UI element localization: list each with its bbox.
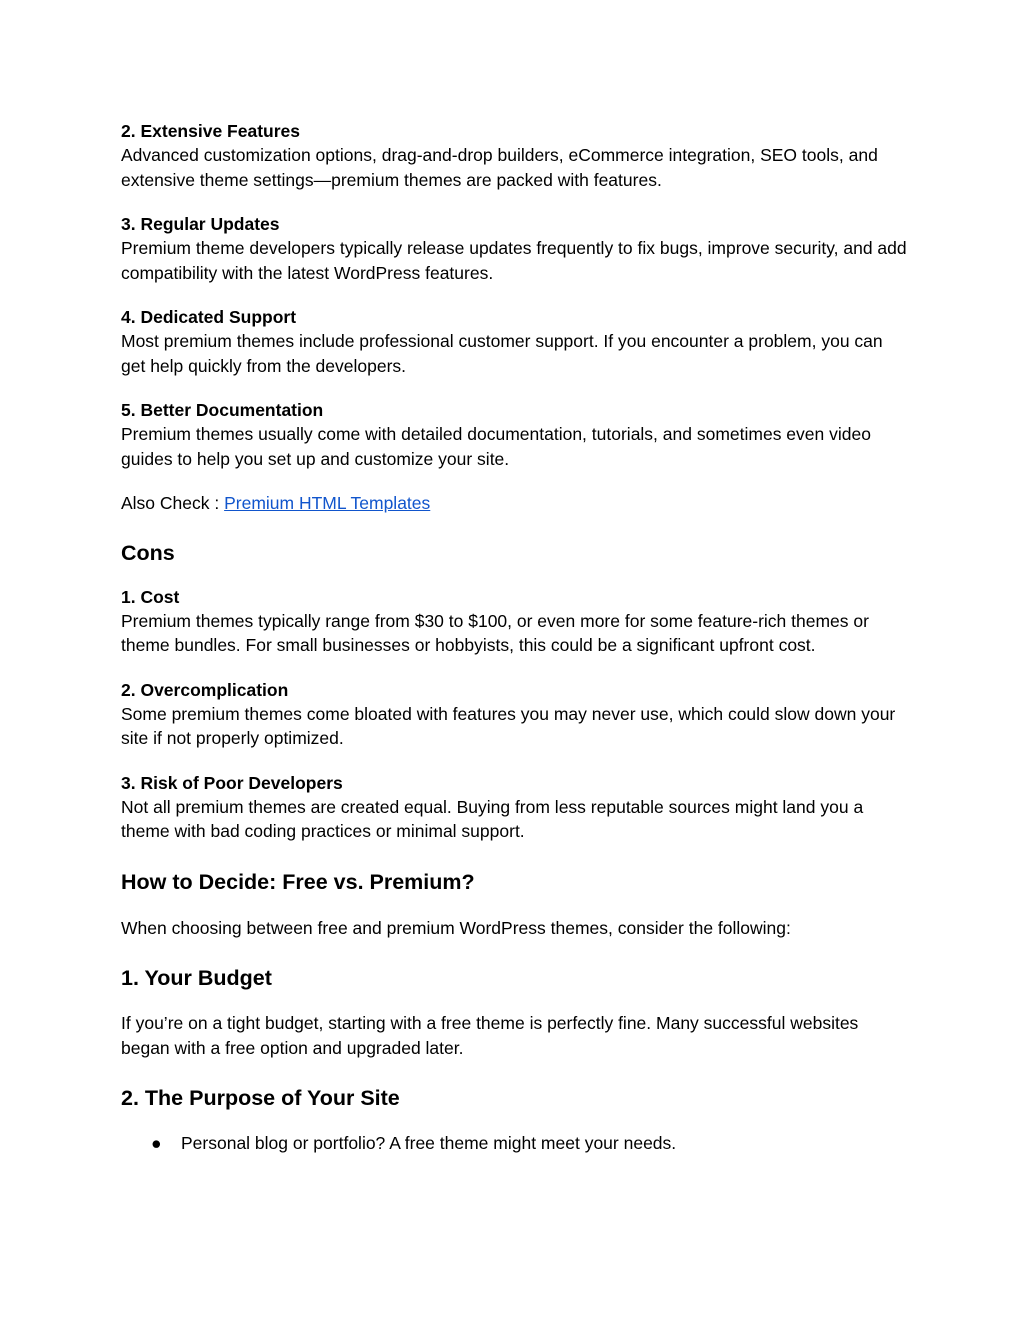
bullet-icon: ● xyxy=(151,1133,162,1153)
cons-item-cost xyxy=(121,585,911,658)
item-body: Not all premium themes are created equal. Buying from less reputable sources might land you a theme with bad coding practices or minimal support. xyxy=(121,796,864,841)
pros-item-better-documentation xyxy=(121,398,911,471)
bullet-text: Personal blog or portfolio? A free theme might meet your needs. xyxy=(181,1133,677,1153)
item-title: 3. Risk of Poor Developers xyxy=(121,772,343,793)
budget-heading: 1. Your Budget xyxy=(121,966,272,990)
pros-item-extensive-features xyxy=(121,119,911,192)
pros-item-dedicated-support xyxy=(121,305,911,378)
purpose-bullet-list xyxy=(121,1131,911,1156)
item-title: 1. Cost xyxy=(121,586,180,607)
how-to-decide-intro: When choosing between free and premium WordPress themes, consider the following: xyxy=(121,917,791,938)
item-title: 2. Overcomplication xyxy=(121,679,289,700)
cons-item-overcomplication xyxy=(121,678,911,751)
item-body: Some premium themes come bloated with features you may never use, which could slow down your site if not properly optimized. xyxy=(121,703,896,748)
item-body: Premium themes typically range from $30 to $100, or even more for some feature-rich themes or theme bundles. For small businesses or hobbyists, this could be a significant upfront cost. xyxy=(121,610,869,655)
item-body: Most premium themes include professional customer support. If you encounter a problem, you can get help quickly from the developers. xyxy=(121,331,883,376)
item-title: 4. Dedicated Support xyxy=(121,307,297,327)
how-to-decide-heading: How to Decide: Free vs. Premium? xyxy=(121,869,475,894)
premium-html-templates-link[interactable]: Premium HTML Templates xyxy=(224,493,431,513)
item-body: Premium themes usually come with detailed documentation, tutorials, and sometimes even video guides to help you set up and customize your site. xyxy=(121,424,871,469)
cons-heading: Cons xyxy=(121,540,175,565)
cons-item-risk-of-poor-developers xyxy=(121,771,911,844)
budget-body: If you’re on a tight budget, starting with a free theme is perfectly fine. Many successful websites began with a free option and upgraded later. xyxy=(121,1013,859,1058)
pros-item-regular-updates xyxy=(121,212,911,285)
also-check-prefix: Also Check : xyxy=(121,493,225,513)
item-title: 2. Extensive Features xyxy=(121,121,300,141)
also-check-line xyxy=(121,491,911,516)
document-page xyxy=(121,119,911,1156)
purpose-heading: 2. The Purpose of Your Site xyxy=(121,1086,400,1110)
item-body: Advanced customization options, drag-and-drop builders, eCommerce integration, SEO tools, and extensive theme settings—premium themes are packed with features. xyxy=(121,145,878,190)
item-body: Premium theme developers typically release updates frequently to fix bugs, improve security, and add compatibility with the latest WordPress features. xyxy=(121,238,907,283)
item-title: 5. Better Documentation xyxy=(121,400,324,420)
item-title: 3. Regular Updates xyxy=(121,214,280,234)
list-item xyxy=(121,1131,911,1156)
